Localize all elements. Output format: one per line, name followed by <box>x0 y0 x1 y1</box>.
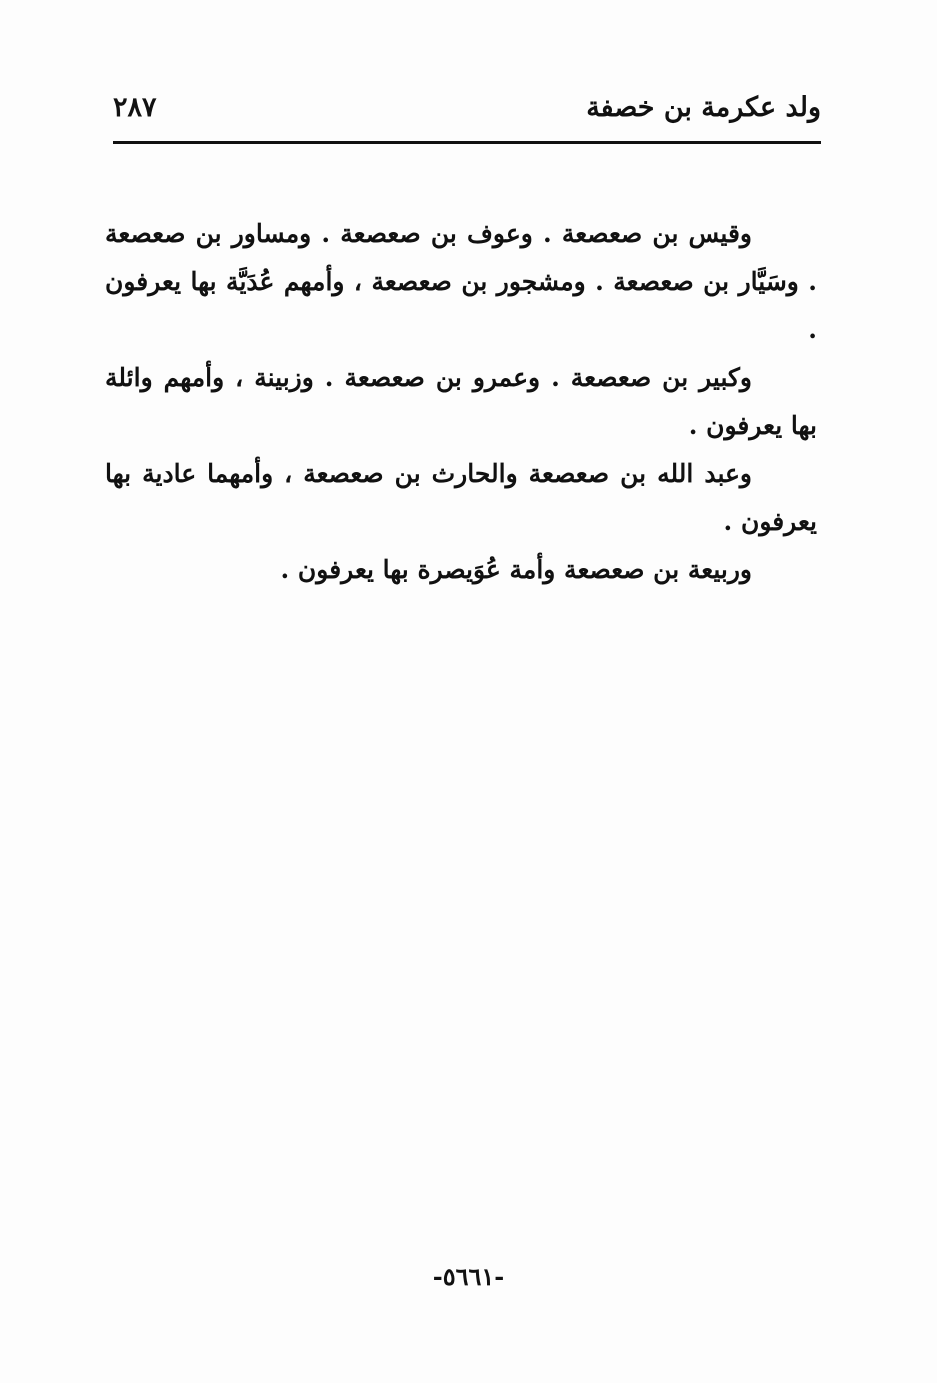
paragraph <box>105 546 817 594</box>
header-title: ولد عكرمة بن خصفة <box>586 92 821 123</box>
paragraph <box>105 210 817 354</box>
footer-folio: -٥٦٦١- <box>432 1262 505 1291</box>
header-rule <box>113 141 821 144</box>
body-text <box>105 210 817 594</box>
paragraph-text: وربيعة بن صعصعة وأمة عُوَيصرة بها يعرفون . <box>280 555 752 584</box>
paragraph <box>105 450 817 546</box>
paragraph-text: وعبد الله بن صعصعة والحارث بن صعصعة ، وأمهما عادية بها يعرفون . <box>105 459 817 536</box>
page-number: ٢٨٧ <box>113 92 157 123</box>
paragraph-text: وقيس بن صعصعة . وعوف بن صعصعة . ومساور بن صعصعة . وسَيَّار بن صعصعة . ومشجور بن صعصعة ، وأمهم عُدَيَّة بها يعرفون . <box>105 219 817 344</box>
running-header <box>113 92 821 142</box>
paragraph <box>105 354 817 450</box>
paragraph-text: وكبير بن صعصعة . وعمرو بن صعصعة . وزبينة ، وأمهم وائلة بها يعرفون . <box>105 363 817 440</box>
